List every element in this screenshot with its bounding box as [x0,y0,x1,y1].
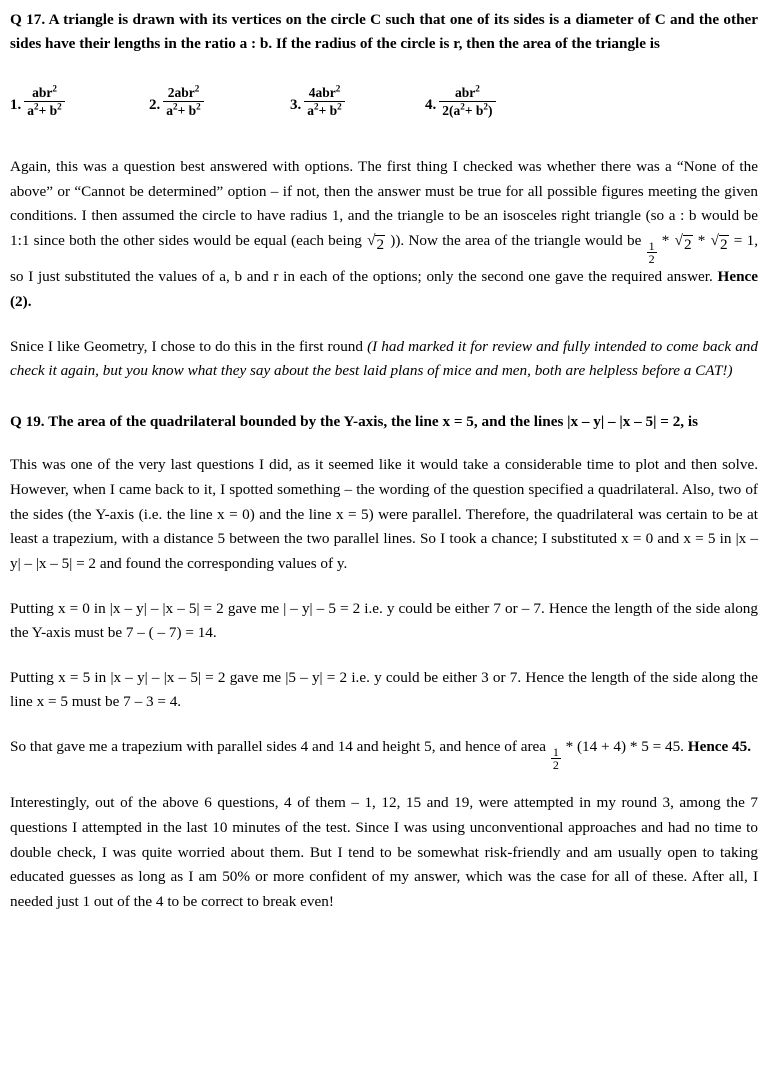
option-1-fraction [24,85,65,118]
q17-note-plain: Snice I like Geometry, I chose to do this in the first round [10,337,368,355]
q17-explanation-part4: * [693,232,710,249]
closing-paragraph: Interestingly, out of the above 6 questions, 4 of them – 1, 12, 15 and 19, were attempted in my round 3, among the 7 questions I attempted in the last 10 minutes of the test. Since I was using unconventional approaches and had no time to double check, I was quite worried about them. But I tend to be somewhat risk-friendly and am usually open to taking educated guesses as long as I am 50% or more confident of my answer, which was the case for all of these. After all, I needed just 1 out of the 4 to be correct to break even! [10,794,758,910]
q17-geometry-note [10,335,758,384]
q19-hence-answer: Hence 45. [687,738,752,756]
inline-fraction-half-q17: $\frac{1}{2}$ [648,239,655,267]
q17-heading: Q 17. A triangle is drawn with its vertices on the circle C such that one of its sides is a diameter of C and the other sides have their lengths in the ratio a : b. If the radius of the circle is r, then the area of the triangle is [10,11,758,52]
option-2-denominator: $a^2+ b^2$ [163,101,204,118]
q17-option-2[interactable] [149,85,204,118]
q19-paragraph-3: Putting x = 5 in |x – y| – |x – 5| = 2 gave me |5 – y| = 2 i.e. y could be either 3 or 7. Hence the length of the side along the line x = 5 must be 7 – 3 = 4. [10,668,758,711]
q17-explanation-part5: = 1, so I just substituted the values of a, b and r in each of the options; only the second one gave the required answer. [10,232,759,286]
option-2-numerator: 2abr$^2$ [167,83,200,101]
inline-fraction-half-q19: $\frac{1}{2}$ [552,745,559,773]
sqrt-icon: √ 2 [674,232,692,253]
q17-option-4[interactable] [425,85,496,118]
sqrt-icon: √ 2 [367,232,385,253]
option-1-number: 1. [10,97,22,114]
q17-options-row [10,77,758,135]
radicand-a: 2 [376,235,385,253]
q19-paragraph-2: Putting x = 0 in |x – y| – |x – 5| = 2 gave me | – y| – 5 = 2 i.e. y could be either 7 or – 7. Hence the length of the side along the Y-axis must be 7 – ( – 7) = 14. [10,599,758,642]
q17-explanation-part1: Again, this was a question best answered with options. The first thing I checked was whether there was a “None of the above” or “Cannot be determined” option – if not, then the answer must be true for all possible figures meeting the given conditions. I then assumed the circle to have radius 1, and the triangle to be an isosceles right triangle (so a : b would be 1:1 since both the other sides would be equal (each being [10,158,758,249]
q19-paragraph-4 [10,735,758,771]
q17-note-italic: (I had marked it for review and fully intended to come back and check it again, but you know what they say about the best laid plans of mice and men, both are helpless before a CAT!) [10,337,758,380]
q19-para4-pre: So that gave me a trapezium with parallel sides 4 and 14 and height 5, and hence of area [10,738,550,756]
option-3-number: 3. [290,97,302,114]
q19-paragraph-1: This was one of the very last questions I did, as it seemed like it would take a considerable time to plot and then solve. However, when I came back to it, I spotted something – the wording of the question specified a quadrilateral. Also, two of the sides (the Y-axis (i.e. the line x = 0) and the line x = 5) were parallel. Therefore, the quadrilateral was certain to be at least a trapezium, with a distance 5 between the two parallel lines. So I took a chance; I substituted x = 0 and x = 5 in |x – y| – |x – 5| = 2 and found the corresponding values of y. [10,456,758,572]
q17-hence-answer: Hence (2). [10,268,758,311]
q17-explanation-paragraph [10,155,758,315]
q17-option-1[interactable] [10,85,65,118]
option-2-fraction [163,85,204,118]
sqrt-icon: √ 2 [710,232,728,253]
option-4-number: 4. [425,97,437,114]
radicand-c: 2 [719,235,728,253]
option-3-numerator: 4abr$^2$ [308,83,341,101]
option-1-numerator: abr$^2$ [32,83,57,101]
option-3-denominator: $a^2+ b^2$ [304,101,345,118]
option-2-number: 2. [149,97,161,114]
option-4-numerator: abr$^2$ [454,83,480,101]
q19-para4-post: * (14 + 4) * 5 = 45. [561,738,688,756]
option-4-fraction [439,85,495,118]
option-4-denominator: $2(a^2+ b^2)$ [439,101,495,118]
option-1-denominator: $a^2+ b^2$ [24,101,65,118]
q17-explanation-part3: * [657,232,674,249]
radicand-b: 2 [683,235,692,253]
q17-option-3[interactable] [290,85,345,118]
q17-explanation-part2: )). Now the area of the triangle would be [386,232,646,249]
q19-heading: Q 19. The area of the quadrilateral bounded by the Y-axis, the line x = 5, and the lines |x – y| – |x – 5| = 2, is [10,412,699,430]
option-3-fraction [304,85,345,118]
